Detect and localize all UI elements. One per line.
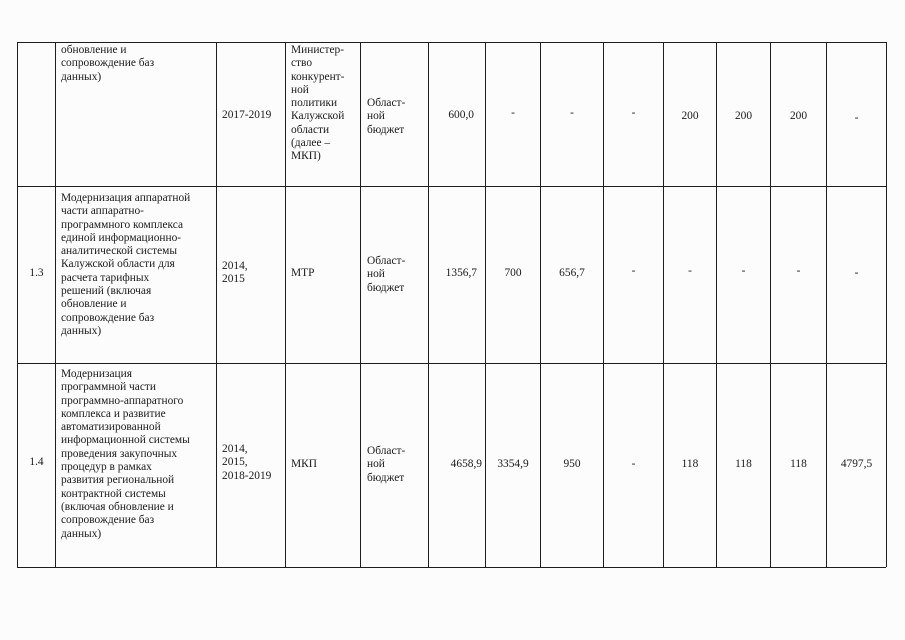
row-3-value-2: 950 — [563, 458, 581, 470]
row-2-value-2: 656,7 — [559, 267, 585, 279]
row-3-source: Област- ной бюджет — [367, 445, 406, 484]
column-divider — [17, 42, 18, 567]
column-divider — [485, 42, 486, 567]
row-2-years: 2014, 2015 — [222, 260, 248, 286]
column-divider — [540, 42, 541, 567]
row-1-source: Област- ной бюджет — [367, 97, 406, 136]
column-divider — [886, 42, 887, 567]
row-2-number: 1.3 — [29, 267, 44, 279]
row-3-name: Модернизация программной части программно-аппаратного комплекса и развитие автоматизированной информационной системы проведения закупочных процедур в рамках развития региональной контрактной системы (включая обновление и сопровождение баз данных) — [61, 368, 190, 540]
column-divider — [55, 42, 56, 567]
row-3-value-4: 118 — [681, 458, 699, 470]
row-3-value-3: - — [631, 458, 636, 470]
row-1-executor: Министер- ство конкурент- ной политики Калужской области (далее – МКП) — [291, 44, 345, 163]
row-2-name: Модернизация аппаратной части аппаратно- программного комплекса единой информационно- аналитической системы Калужской области для расчета тарифных решений (включая обновление и сопровождение баз данных) — [61, 192, 191, 337]
row-1-value-3: - — [631, 107, 636, 119]
row-1-value-1: - — [511, 107, 515, 119]
column-divider — [216, 42, 217, 567]
row-3-value-7: 4797,5 — [840, 458, 873, 470]
row-3-number: 1.4 — [29, 456, 44, 468]
row-3-executor: МКП — [291, 458, 317, 470]
column-divider — [603, 42, 604, 567]
row-2-value-6: - — [796, 265, 801, 277]
row-3-value-1: 3354,9 — [497, 458, 529, 470]
row-1-value-7: - — [854, 112, 859, 124]
row-1-value-6: 200 — [789, 110, 808, 122]
row-1-name: обновление и сопровождение баз данных) — [61, 44, 155, 83]
row-1-value-2: - — [570, 107, 574, 119]
row-1-value-5: 200 — [734, 110, 753, 122]
row-3-value-6: 118 — [790, 458, 807, 470]
row-1-years: 2017-2019 — [222, 109, 272, 121]
row-3-value-5: 118 — [735, 458, 752, 470]
row-2-executor: МТР — [291, 267, 315, 279]
row-3-years: 2014, 2015, 2018-2019 — [222, 443, 272, 482]
row-3-total: 4658,9 — [450, 458, 482, 470]
row-2-value-5: - — [741, 265, 746, 277]
table-top-border — [17, 42, 886, 43]
row-2-value-1: 700 — [504, 267, 522, 279]
row-2-value-4: - — [688, 265, 692, 277]
column-divider — [360, 42, 361, 567]
column-divider — [285, 42, 286, 567]
row-2-source: Област- ной бюджет — [367, 255, 406, 294]
row-divider — [17, 363, 886, 364]
row-2-total: 1356,7 — [445, 267, 477, 279]
row-1-value-4: 200 — [681, 110, 699, 122]
row-2-value-3: - — [631, 265, 636, 277]
row-1-total: 600,0 — [448, 109, 474, 121]
row-divider — [17, 186, 886, 187]
table-bottom-border — [17, 567, 886, 568]
row-2-value-7: - — [854, 267, 859, 279]
